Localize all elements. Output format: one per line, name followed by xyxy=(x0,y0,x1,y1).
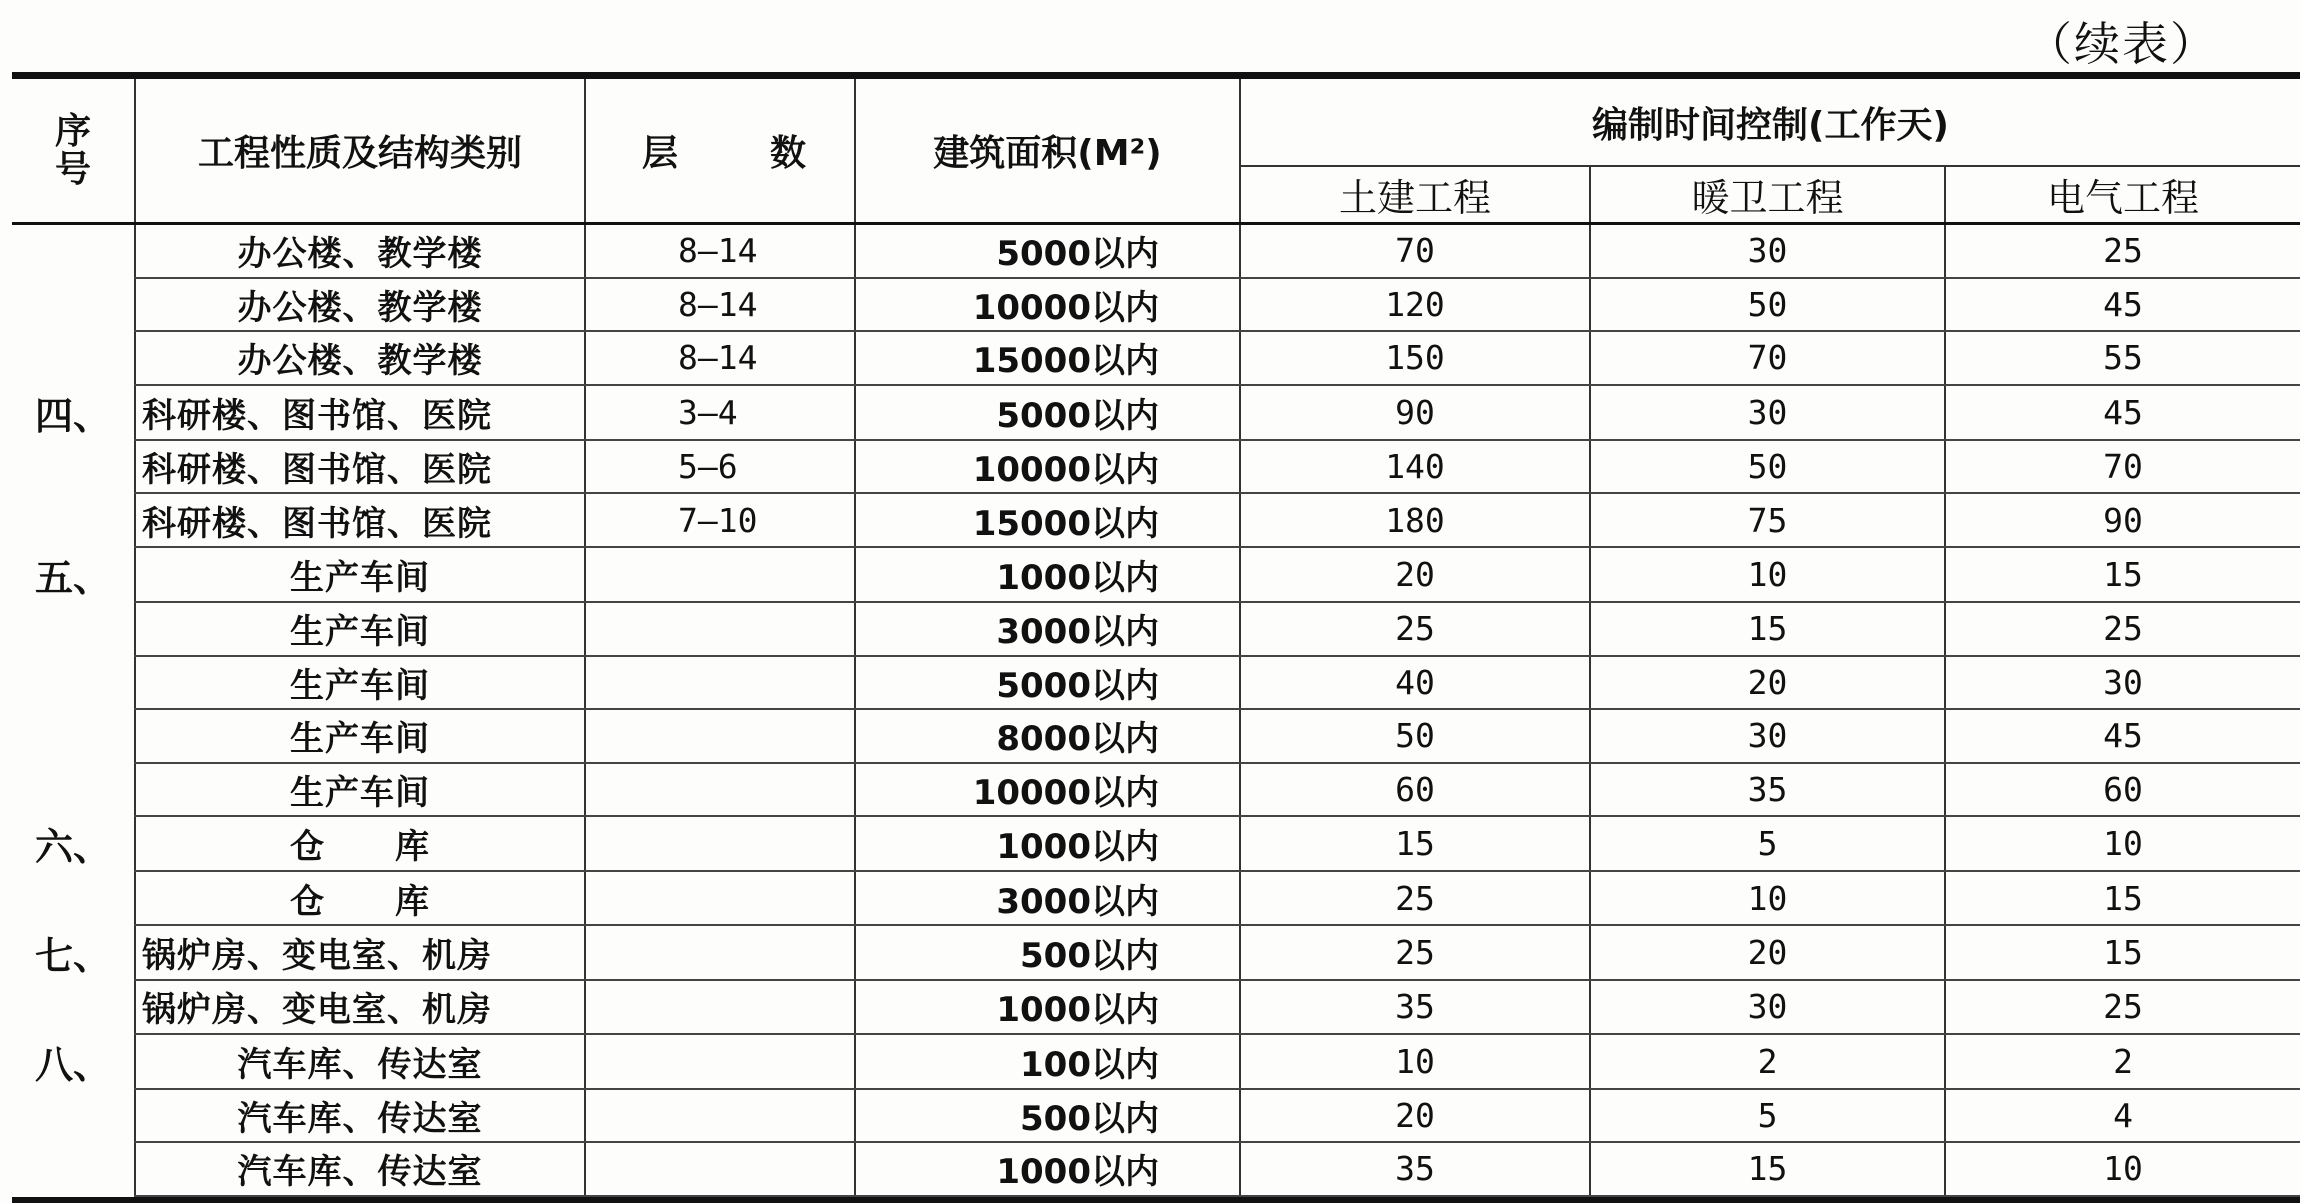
table-row xyxy=(12,1034,2300,1089)
seq-cell xyxy=(12,980,135,1034)
electrical-cell: 10 xyxy=(1945,816,2300,871)
hvac-cell: 5 xyxy=(1590,1089,1945,1143)
seq-header: 序 号 xyxy=(12,79,135,224)
table-row xyxy=(12,1089,2300,1143)
seq-cell xyxy=(12,278,135,332)
floors-cell xyxy=(585,1034,855,1089)
seq-cell xyxy=(12,224,135,278)
civil-cell: 25 xyxy=(1240,871,1590,925)
civil-cell: 35 xyxy=(1240,1142,1590,1196)
seq-cell xyxy=(12,1142,135,1196)
hvac-cell: 20 xyxy=(1590,656,1945,710)
hvac-cell: 15 xyxy=(1590,1142,1945,1196)
area-cell: 1000以内 xyxy=(855,547,1240,602)
floors-cell: 8—14 xyxy=(585,224,855,278)
electrical-cell: 2 xyxy=(1945,1034,2300,1089)
area-cell: 5000以内 xyxy=(855,656,1240,710)
area-cell: 10000以内 xyxy=(855,763,1240,817)
civil-cell: 90 xyxy=(1240,385,1590,440)
floors-cell xyxy=(585,547,855,602)
electrical-cell: 55 xyxy=(1945,331,2300,385)
top-rule xyxy=(12,72,2300,79)
seq-cell xyxy=(12,871,135,925)
seq-cell xyxy=(12,1089,135,1143)
table-row xyxy=(12,331,2300,385)
schedule-table-wrapper xyxy=(12,72,2300,1203)
civil-cell: 140 xyxy=(1240,440,1590,494)
seq-cell xyxy=(12,602,135,656)
table-row xyxy=(12,763,2300,817)
continued-label: （续表） xyxy=(2026,17,2218,71)
area-cell: 5000以内 xyxy=(855,385,1240,440)
civil-cell: 60 xyxy=(1240,763,1590,817)
table-row xyxy=(12,925,2300,980)
type-cell: 办公楼、教学楼 xyxy=(135,224,585,278)
seq-cell: 七、 xyxy=(34,933,111,978)
table-row xyxy=(12,709,2300,763)
floors-cell xyxy=(585,709,855,763)
floors-cell: 5—6 xyxy=(585,440,855,494)
floors-cell xyxy=(585,816,855,871)
electrical-cell: 60 xyxy=(1945,763,2300,817)
area-cell: 10000以内 xyxy=(855,278,1240,332)
hvac-cell: 30 xyxy=(1590,385,1945,440)
type-cell: 汽车库、传达室 xyxy=(135,1142,585,1196)
civil-cell: 10 xyxy=(1240,1034,1590,1089)
floors-cell: 7—10 xyxy=(585,493,855,547)
table-row xyxy=(12,224,2300,278)
civil-cell: 180 xyxy=(1240,493,1590,547)
seq-cell xyxy=(12,493,135,547)
area-cell: 15000以内 xyxy=(855,493,1240,547)
civil-cell: 40 xyxy=(1240,656,1590,710)
hvac-header: 暖卫工程 xyxy=(1590,166,1945,224)
hvac-cell: 20 xyxy=(1590,925,1945,980)
table-row xyxy=(12,871,2300,925)
area-cell: 3000以内 xyxy=(855,602,1240,656)
civil-cell: 25 xyxy=(1240,602,1590,656)
hvac-cell: 35 xyxy=(1590,763,1945,817)
seq-cell xyxy=(12,763,135,817)
hvac-cell: 15 xyxy=(1590,602,1945,656)
floors-cell xyxy=(585,1142,855,1196)
electrical-cell: 25 xyxy=(1945,602,2300,656)
area-cell: 8000以内 xyxy=(855,709,1240,763)
hvac-cell: 5 xyxy=(1590,816,1945,871)
floors-cell xyxy=(585,656,855,710)
electrical-cell: 4 xyxy=(1945,1089,2300,1143)
floors-cell xyxy=(585,980,855,1034)
floors-cell xyxy=(585,871,855,925)
floors-cell: 8—14 xyxy=(585,278,855,332)
electrical-cell: 45 xyxy=(1945,278,2300,332)
time-control-header: 编制时间控制(工作天) xyxy=(1240,79,2300,166)
schedule-table xyxy=(12,79,2300,1197)
type-cell: 办公楼、教学楼 xyxy=(135,331,585,385)
table-row xyxy=(12,385,2300,440)
area-cell: 1000以内 xyxy=(855,980,1240,1034)
area-cell: 10000以内 xyxy=(855,440,1240,494)
type-cell: 生产车间 xyxy=(135,547,585,602)
civil-cell: 50 xyxy=(1240,709,1590,763)
type-cell: 仓 库 xyxy=(135,871,585,925)
area-cell: 1000以内 xyxy=(855,1142,1240,1196)
floors-cell xyxy=(585,763,855,817)
floors-cell xyxy=(585,925,855,980)
type-cell: 生产车间 xyxy=(135,709,585,763)
electrical-header: 电气工程 xyxy=(1945,166,2300,224)
electrical-cell: 10 xyxy=(1945,1142,2300,1196)
hvac-cell: 50 xyxy=(1590,440,1945,494)
table-body xyxy=(12,224,2300,1196)
seq-cell xyxy=(12,709,135,763)
hvac-cell: 70 xyxy=(1590,331,1945,385)
electrical-cell: 45 xyxy=(1945,385,2300,440)
electrical-cell: 15 xyxy=(1945,871,2300,925)
type-cell: 科研楼、图书馆、医院 xyxy=(135,493,585,547)
electrical-cell: 15 xyxy=(1945,547,2300,602)
hvac-cell: 30 xyxy=(1590,980,1945,1034)
hvac-cell: 30 xyxy=(1590,709,1945,763)
area-cell: 5000以内 xyxy=(855,224,1240,278)
floors-cell xyxy=(585,1089,855,1143)
hvac-cell: 10 xyxy=(1590,871,1945,925)
type-cell: 汽车库、传达室 xyxy=(135,1089,585,1143)
type-cell: 生产车间 xyxy=(135,656,585,710)
table-row xyxy=(12,493,2300,547)
civil-cell: 120 xyxy=(1240,278,1590,332)
type-cell: 锅炉房、变电室、机房 xyxy=(135,980,585,1034)
table-row xyxy=(12,816,2300,871)
seq-cell: 四、 xyxy=(34,393,111,438)
area-cell: 500以内 xyxy=(855,925,1240,980)
electrical-cell: 70 xyxy=(1945,440,2300,494)
hvac-cell: 30 xyxy=(1590,224,1945,278)
floors-cell: 3—4 xyxy=(585,385,855,440)
table-row xyxy=(12,278,2300,332)
hvac-cell: 50 xyxy=(1590,278,1945,332)
civil-cell: 15 xyxy=(1240,816,1590,871)
seq-cell: 五、 xyxy=(34,555,111,600)
type-cell: 汽车库、传达室 xyxy=(135,1034,585,1089)
floors-cell: 8—14 xyxy=(585,331,855,385)
seq-cell xyxy=(12,440,135,494)
table-row xyxy=(12,547,2300,602)
electrical-cell: 25 xyxy=(1945,980,2300,1034)
hvac-cell: 10 xyxy=(1590,547,1945,602)
area-cell: 3000以内 xyxy=(855,871,1240,925)
civil-cell: 20 xyxy=(1240,1089,1590,1143)
electrical-cell: 30 xyxy=(1945,656,2300,710)
area-cell: 500以内 xyxy=(855,1089,1240,1143)
civil-cell: 25 xyxy=(1240,925,1590,980)
table-row xyxy=(12,980,2300,1034)
seq-cell xyxy=(12,656,135,710)
civil-cell: 35 xyxy=(1240,980,1590,1034)
floors-cell xyxy=(585,602,855,656)
type-cell: 办公楼、教学楼 xyxy=(135,278,585,332)
table-row xyxy=(12,440,2300,494)
seq-cell: 八、 xyxy=(34,1042,111,1087)
area-cell: 100以内 xyxy=(855,1034,1240,1089)
type-cell: 生产车间 xyxy=(135,602,585,656)
table-row xyxy=(12,656,2300,710)
civil-cell: 20 xyxy=(1240,547,1590,602)
floors-header: 层 数 xyxy=(585,79,855,224)
type-cell: 仓 库 xyxy=(135,816,585,871)
type-cell: 锅炉房、变电室、机房 xyxy=(135,925,585,980)
area-cell: 15000以内 xyxy=(855,331,1240,385)
type-cell: 科研楼、图书馆、医院 xyxy=(135,385,585,440)
type-cell: 科研楼、图书馆、医院 xyxy=(135,440,585,494)
civil-header: 土建工程 xyxy=(1240,166,1590,224)
seq-cell xyxy=(12,331,135,385)
electrical-cell: 25 xyxy=(1945,224,2300,278)
civil-cell: 150 xyxy=(1240,331,1590,385)
table-row xyxy=(12,1142,2300,1196)
type-header: 工程性质及结构类别 xyxy=(135,79,585,224)
hvac-cell: 75 xyxy=(1590,493,1945,547)
table-row xyxy=(12,602,2300,656)
seq-cell: 六、 xyxy=(34,825,111,870)
area-cell: 1000以内 xyxy=(855,816,1240,871)
table-header xyxy=(12,79,2300,224)
electrical-cell: 45 xyxy=(1945,709,2300,763)
electrical-cell: 15 xyxy=(1945,925,2300,980)
bottom-rule xyxy=(12,1197,2300,1203)
hvac-cell: 2 xyxy=(1590,1034,1945,1089)
area-header: 建筑面积(M²) xyxy=(855,79,1240,224)
electrical-cell: 90 xyxy=(1945,493,2300,547)
civil-cell: 70 xyxy=(1240,224,1590,278)
type-cell: 生产车间 xyxy=(135,763,585,817)
